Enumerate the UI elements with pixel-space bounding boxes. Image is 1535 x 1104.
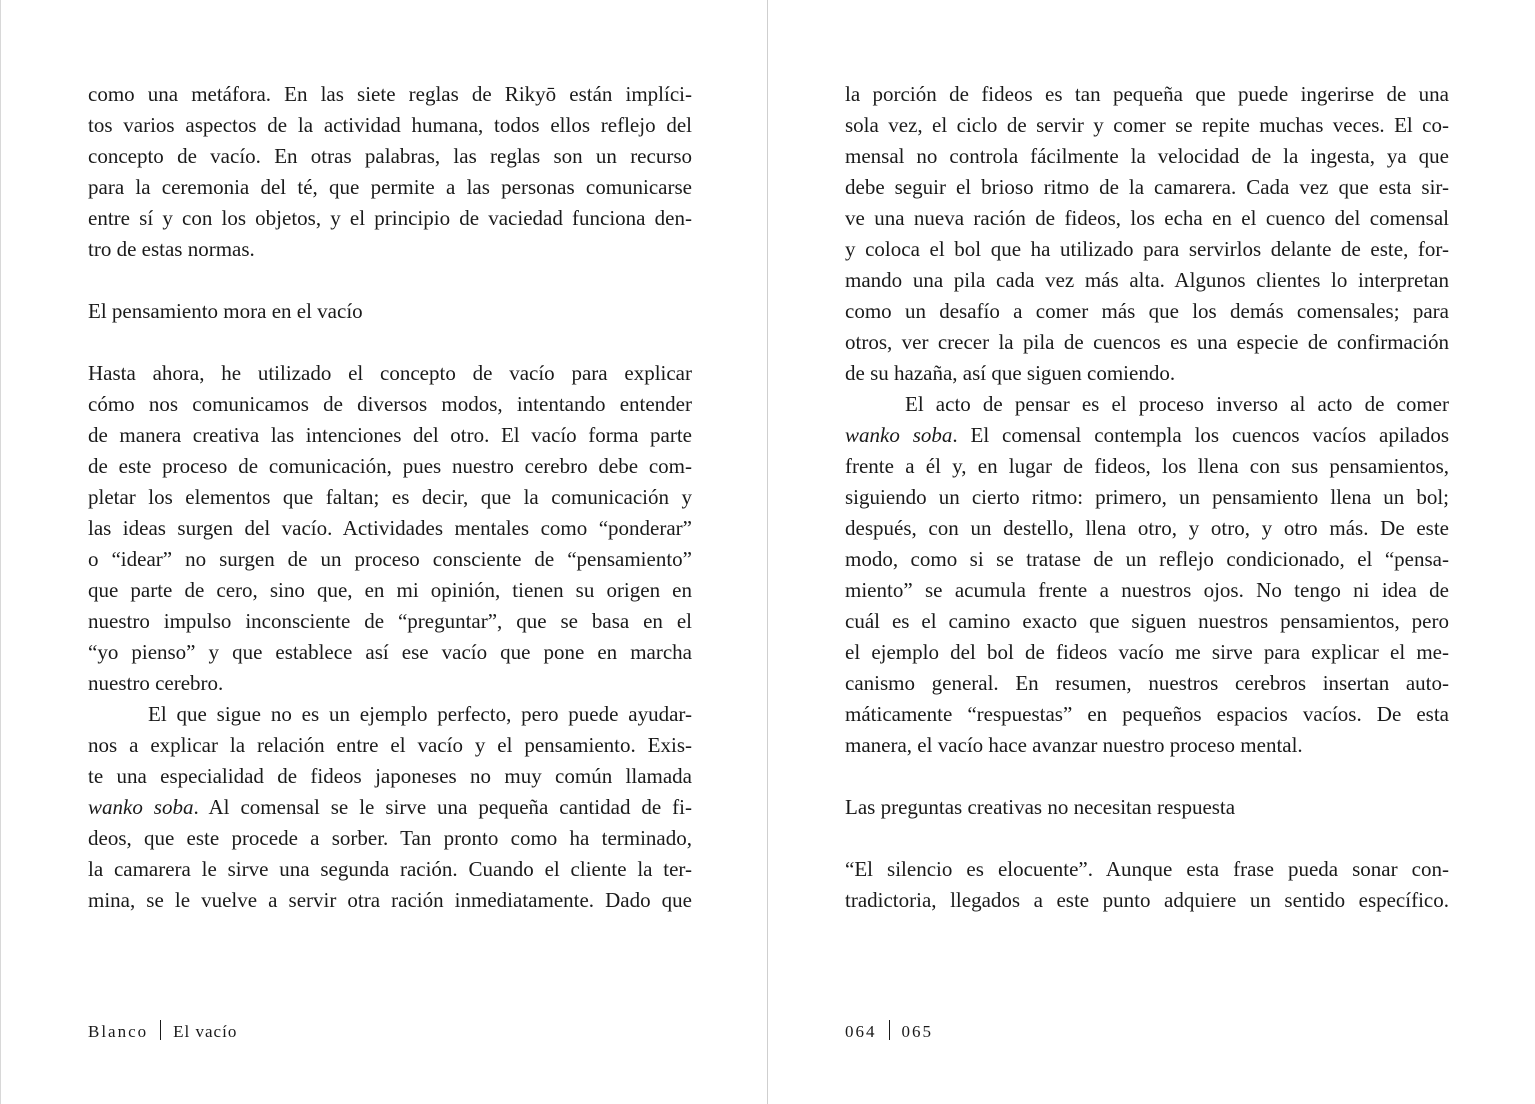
- text-line: El acto de pensar es el proceso inverso al acto de comer: [905, 392, 1449, 416]
- text-line: tro de estas normas.: [88, 237, 255, 261]
- text-line: sola vez, el ciclo de servir y comer se repite muchas veces. El co-: [845, 113, 1449, 137]
- text-line: y coloca el bol que ha utilizado para servirlos delante de este, for-: [845, 237, 1449, 261]
- blank-line: [845, 823, 1449, 854]
- text-line: [845, 420, 1449, 451]
- text-line: como un desafío a comer más que los demás comensales; para: [845, 299, 1449, 323]
- running-footer-right: [845, 1019, 933, 1045]
- text-line: mina, se le vuelve a servir otra ración inmediatamente. Dado que: [88, 888, 692, 912]
- text-line: nuestro impulso inconsciente de “preguntar”, que se basa en el: [88, 609, 692, 633]
- text-line: las ideas surgen del vacío. Actividades mentales como “ponderar”: [88, 516, 692, 540]
- text-line: [88, 792, 692, 823]
- footer-separator: [889, 1020, 890, 1040]
- text-line: tradictoria, llegados a este punto adquiere un sentido específico.: [845, 888, 1449, 912]
- text-line: el ejemplo del bol de fideos vacío me sirve para explicar el me-: [845, 640, 1449, 664]
- text-span: . El comensal contempla los cuencos vacíos apilados: [952, 423, 1449, 447]
- text-line: la camarera le sirve una segunda ración. Cuando el cliente la ter-: [88, 857, 692, 881]
- text-line: como una metáfora. En las siete reglas de Rikyō están implíci-: [88, 82, 692, 106]
- text-line: otros, ver crecer la pila de cuencos es una especie de confirmación: [845, 330, 1449, 354]
- italic-term: wanko soba: [88, 795, 194, 819]
- blank-line: [845, 761, 1449, 792]
- text-line: deos, que este procede a sorber. Tan pronto como ha terminado,: [88, 826, 692, 850]
- text-line: máticamente “respuestas” en pequeños espacios vacíos. De esta: [845, 702, 1449, 726]
- book-subtitle: El vacío: [173, 1022, 238, 1041]
- book-title: Blanco: [88, 1022, 149, 1041]
- text-line: tos varios aspectos de la actividad humana, todos ellos reflejo del: [88, 113, 692, 137]
- section-heading: Las preguntas creativas no necesitan respuesta: [845, 795, 1236, 819]
- text-line: después, con un destello, llena otro, y otro, y otro más. De este: [845, 516, 1449, 540]
- text-line: Hasta ahora, he utilizado el concepto de vacío para explicar: [88, 361, 692, 385]
- text-line: la porción de fideos es tan pequeña que puede ingerirse de una: [845, 82, 1449, 106]
- blank-line: [88, 265, 692, 296]
- text-line: “yo pienso” y que establece así ese vacío que pone en marcha: [88, 640, 692, 664]
- text-line: que parte de cero, sino que, en mi opinión, tienen su origen en: [88, 578, 692, 602]
- text-line: pletar los elementos que faltan; es decir, que la comunicación y: [88, 485, 692, 509]
- text-line: de su hazaña, así que siguen comiendo.: [845, 361, 1176, 385]
- text-line: para la ceremonia del té, que permite a las personas comunicarse: [88, 175, 692, 199]
- text-line: siguiendo un cierto ritmo: primero, un pensamiento llena un bol;: [845, 485, 1449, 509]
- text-line: entre sí y con los objetos, y el principio de vaciedad funciona den-: [88, 206, 692, 230]
- text-span: . Al comensal se le sirve una pequeña cantidad de fi-: [193, 795, 693, 819]
- text-line: canismo general. En resumen, nuestros cerebros insertan auto-: [845, 671, 1449, 695]
- text-line: El que sigue no es un ejemplo perfecto, pero puede ayudar-: [148, 702, 692, 726]
- right-page: [845, 79, 1449, 916]
- text-line: nos a explicar la relación entre el vacío y el pensamiento. Exis-: [88, 733, 692, 757]
- text-line: mando una pila cada vez más alta. Algunos clientes lo interpretan: [845, 268, 1449, 292]
- text-line: concepto de vacío. En otras palabras, las reglas son un recurso: [88, 144, 692, 168]
- text-line: ve una nueva ración de fideos, los echa en el cuenco del comensal: [845, 206, 1449, 230]
- text-line: manera, el vacío hace avanzar nuestro proceso mental.: [845, 733, 1303, 757]
- footer-separator: [160, 1020, 161, 1040]
- italic-term: wanko soba: [845, 423, 953, 447]
- text-line: modo, como si se tratase de un reflejo condicionado, el “pensa-: [845, 547, 1449, 571]
- text-line: nuestro cerebro.: [88, 671, 224, 695]
- text-line: cuál es el camino exacto que siguen nuestros pensamientos, pero: [845, 609, 1449, 633]
- book-gutter: [767, 0, 768, 1104]
- text-line: o “idear” no surgen de un proceso consciente de “pensamiento”: [88, 547, 692, 571]
- text-line: “El silencio es elocuente”. Aunque esta frase pueda sonar con-: [845, 857, 1449, 881]
- text-line: de este proceso de comunicación, pues nuestro cerebro debe com-: [88, 454, 692, 478]
- text-line: te una especialidad de fideos japoneses no muy común llamada: [88, 764, 692, 788]
- text-line: mensal no controla fácilmente la velocidad de la ingesta, ya que: [845, 144, 1449, 168]
- page-number-right: 065: [901, 1022, 933, 1041]
- text-line: miento” se acumula frente a nuestros ojos. No tengo ni idea de: [845, 578, 1449, 602]
- section-heading: El pensamiento mora en el vacío: [88, 299, 363, 323]
- blank-line: [88, 327, 692, 358]
- text-line: cómo nos comunicamos de diversos modos, intentando entender: [88, 392, 692, 416]
- page-number-left: 064: [845, 1022, 877, 1041]
- page-edge: [0, 0, 1, 1104]
- text-line: debe seguir el brioso ritmo de la camarera. Cada vez que esta sir-: [845, 175, 1449, 199]
- text-line: frente a él y, en lugar de fideos, los llena con sus pensamientos,: [845, 454, 1449, 478]
- left-page: [88, 79, 692, 916]
- text-line: de manera creativa las intenciones del otro. El vacío forma parte: [88, 423, 692, 447]
- running-footer-left: [88, 1019, 237, 1045]
